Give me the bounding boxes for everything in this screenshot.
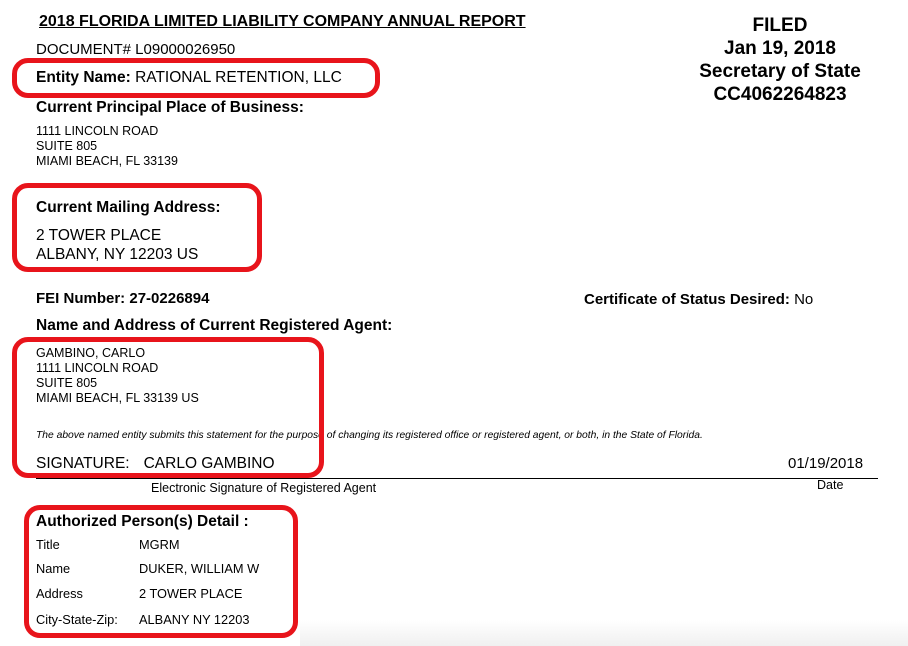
entity-name-value: RATIONAL RETENTION, LLC (135, 69, 342, 86)
address-line: GAMBINO, CARLO (36, 346, 146, 360)
detail-key: Title (36, 537, 60, 552)
certificate-value: No (794, 291, 814, 308)
certificate-status (584, 291, 813, 308)
address-line: 2 TOWER PLACE (36, 227, 162, 244)
detail-key: City-State-Zip: (36, 612, 118, 627)
entity-name-highlight (12, 58, 380, 98)
page-edge-shadow (300, 620, 908, 646)
principal-place-label: Current Principal Place of Business: (36, 99, 304, 116)
detail-value: ALBANY NY 12203 (139, 612, 250, 627)
address-line: ALBANY, NY 12203 US (36, 246, 199, 263)
authorized-person-title: Authorized Person(s) Detail : (36, 513, 249, 530)
filed-stamp (640, 14, 908, 106)
address-line: SUITE 805 (36, 376, 98, 390)
date-label: Date (817, 478, 844, 492)
address-line: MIAMI BEACH, FL 33139 US (36, 391, 199, 405)
fei-label: FEI Number: (36, 290, 126, 307)
detail-value: 2 TOWER PLACE (139, 586, 243, 601)
signature-caption: Electronic Signature of Registered Agent (151, 481, 377, 495)
principal-place-address (36, 124, 178, 169)
fei-number (36, 290, 209, 307)
detail-value: DUKER, WILLIAM W (139, 561, 260, 576)
certificate-label: Certificate of Status Desired: (584, 291, 790, 308)
detail-key: Name (36, 561, 71, 576)
filed-office: Secretary of State (699, 61, 861, 82)
address-line: 1111 LINCOLN ROAD (36, 124, 159, 138)
address-line: SUITE 805 (36, 139, 98, 153)
report-title: 2018 FLORIDA LIMITED LIABILITY COMPANY ANNUAL REPORT (39, 13, 526, 30)
entity-name-label: Entity Name: (36, 69, 131, 86)
registered-agent-label: Name and Address of Current Registered Agent: (36, 317, 393, 334)
registered-agent-highlight (12, 337, 324, 478)
detail-key: Address (36, 586, 83, 601)
signature-name: CARLO GAMBINO (143, 455, 275, 472)
authorized-person-highlight (24, 505, 298, 638)
signature-label: SIGNATURE: (36, 455, 130, 472)
filed-number: CC4062264823 (713, 84, 847, 105)
document-number: DOCUMENT# L09000026950 (36, 41, 236, 58)
signature-rule (36, 478, 878, 479)
fei-value: 27-0226894 (129, 290, 210, 307)
mailing-address-highlight (12, 183, 262, 272)
mailing-address-label: Current Mailing Address: (36, 199, 221, 216)
filed-status: FILED (752, 15, 808, 36)
statement-text: The above named entity submits this statement for the purpose of changing its registered office or registered agent, or both, in the State of Florida. (36, 430, 703, 441)
address-line: 1111 LINCOLN ROAD (36, 361, 159, 375)
detail-value: MGRM (139, 537, 180, 552)
signature-date: 01/19/2018 (788, 455, 864, 472)
address-line: MIAMI BEACH, FL 33139 (36, 154, 178, 168)
filed-date: Jan 19, 2018 (724, 38, 836, 59)
